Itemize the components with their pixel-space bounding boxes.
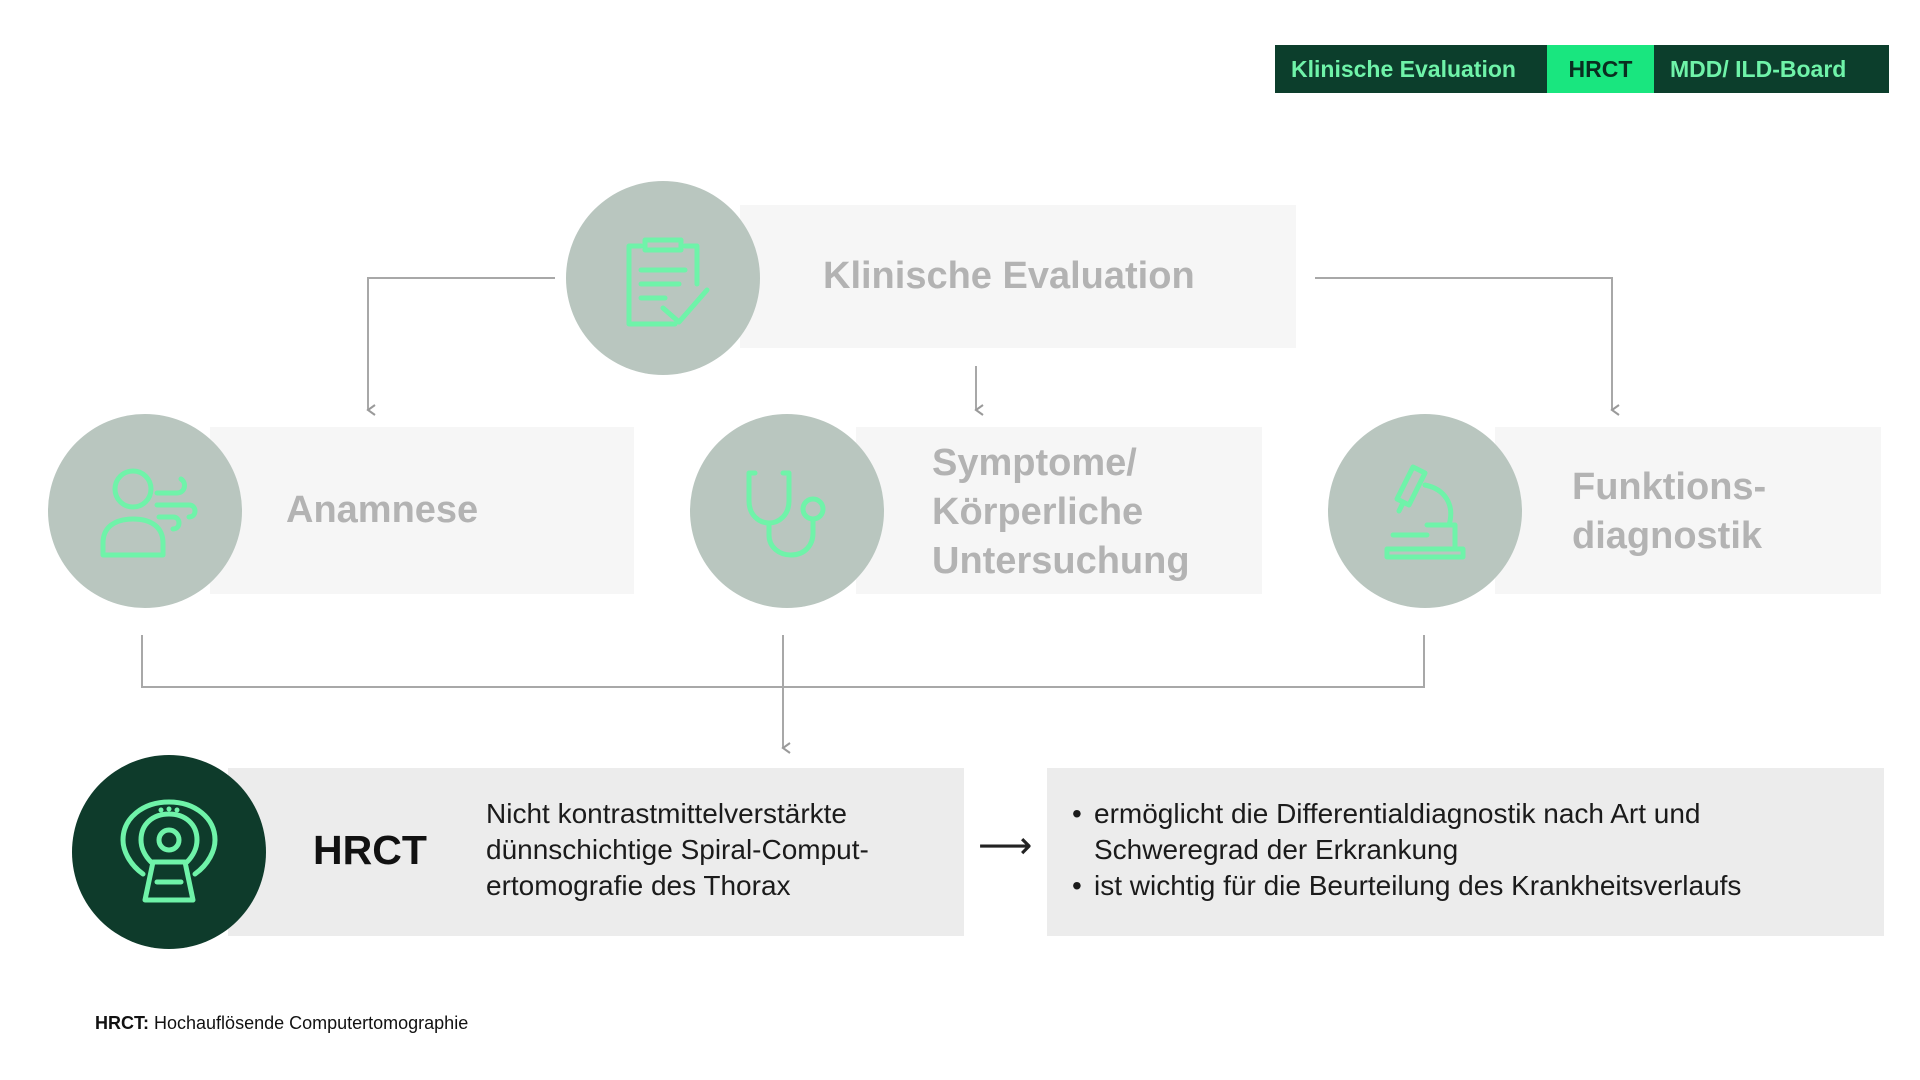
symptome-label-line: Symptome/ bbox=[932, 442, 1137, 484]
benefit-line: Schweregrad der Erkrankung bbox=[1094, 834, 1459, 865]
footnote-term: HRCT: bbox=[95, 1013, 149, 1033]
hrct-description-line: dünnschichtige Spiral-Comput- bbox=[486, 834, 869, 865]
tab-mdd-ild-board[interactable]: MDD/ ILD-Board bbox=[1654, 45, 1889, 93]
symptome-label-line: Körperliche bbox=[932, 491, 1144, 533]
anamnese-label bbox=[286, 486, 478, 535]
anamnese-circle bbox=[48, 414, 242, 608]
hrct-title: HRCT bbox=[313, 827, 427, 873]
symptome-label-line: Untersuchung bbox=[932, 540, 1190, 582]
benefit-item bbox=[1072, 868, 1741, 904]
funktionsdiagnostik-label-line: diagnostik bbox=[1572, 515, 1763, 557]
tab-klinische-evaluation[interactable]: Klinische Evaluation bbox=[1275, 45, 1547, 93]
footnote-definition: Hochauflösende Computertomographie bbox=[154, 1013, 469, 1033]
symptome-label bbox=[932, 439, 1190, 586]
klinische-evaluation-label: Klinische Evaluation bbox=[823, 255, 1195, 297]
stethoscope-icon bbox=[727, 451, 847, 571]
anamnese-label-line: Anamnese bbox=[286, 489, 479, 531]
hrct-benefits bbox=[1072, 796, 1741, 904]
symptome-circle bbox=[690, 414, 884, 608]
benefit-item bbox=[1072, 796, 1741, 868]
person-breathing-icon bbox=[85, 451, 205, 571]
hrct-circle bbox=[72, 755, 266, 949]
clipboard-check-icon bbox=[603, 218, 723, 338]
hrct-description bbox=[486, 796, 869, 904]
hrct-description-line: Nicht kontrastmittelverstärkte bbox=[486, 798, 847, 829]
connector-to-funktion bbox=[1315, 278, 1612, 410]
arrow-right-icon: ⟶ bbox=[978, 825, 1033, 867]
connector-to-anamnese bbox=[368, 278, 555, 410]
funktionsdiagnostik-circle bbox=[1328, 414, 1522, 608]
funktionsdiagnostik-label bbox=[1572, 463, 1766, 561]
tab-hrct[interactable]: HRCT bbox=[1547, 45, 1654, 93]
benefit-line: • ermöglicht die Differentialdiagnostik nach Art und bbox=[1094, 798, 1701, 829]
footnote bbox=[95, 1013, 468, 1034]
funktionsdiagnostik-label-line: Funktions- bbox=[1572, 466, 1767, 508]
ct-scanner-icon bbox=[109, 792, 229, 912]
hrct-description-line: ertomografie des Thorax bbox=[486, 870, 791, 901]
benefit-line: • ist wichtig für die Beurteilung des Krankheitsverlaufs bbox=[1094, 870, 1742, 901]
klinische-evaluation-circle bbox=[566, 181, 760, 375]
microscope-icon bbox=[1365, 451, 1485, 571]
